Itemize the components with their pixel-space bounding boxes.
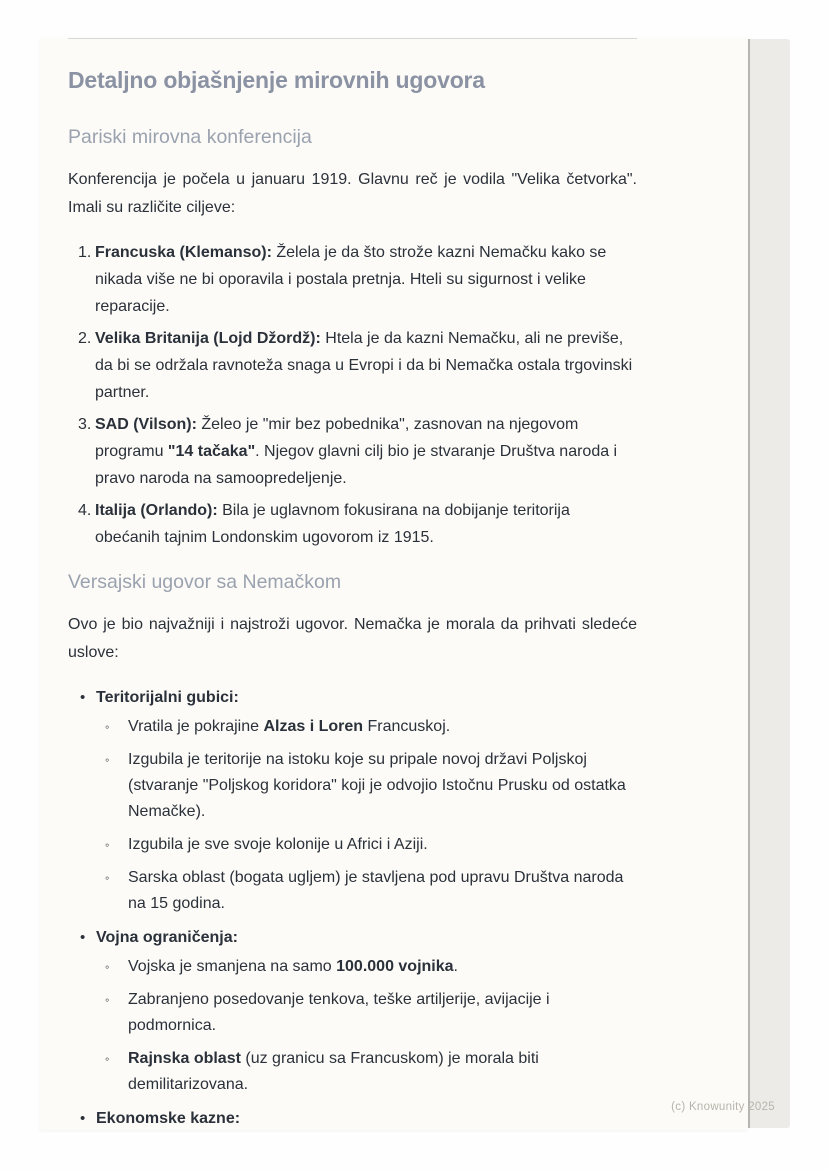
- circle-bullet-icon: ◦: [105, 1052, 110, 1066]
- list-number: 3.: [78, 416, 92, 433]
- bold-text: Italija (Orlando):: [95, 502, 218, 519]
- page-title: Detaljno objašnjenje mirovnih ugovora: [68, 67, 485, 93]
- list-item-text: [128, 832, 637, 858]
- circle-bullet-icon: ◦: [105, 753, 110, 767]
- list-item: [68, 924, 637, 951]
- list-group: [68, 684, 637, 917]
- list-item: [68, 1105, 637, 1130]
- list-item: [68, 239, 637, 320]
- bold-text: Teritorijalni gubici:: [96, 689, 239, 706]
- list-number: 1.: [78, 244, 92, 261]
- text-run: Vratila je pokrajine: [128, 718, 264, 735]
- text-run: Vojska je smanjena na samo: [128, 958, 337, 975]
- ordered-list: [68, 239, 637, 551]
- section: [68, 95, 637, 551]
- circle-bullet-icon: ◦: [105, 871, 110, 885]
- list-item-text: [95, 411, 637, 492]
- list-item-text: [128, 747, 637, 825]
- text-run: Htela je da kazni Nemačku, ali ne previše, da bi se održala ravnoteža snaga u Evropi i da bi Nemačka ostala trgovinski partner.: [95, 330, 633, 401]
- list-item-text: [95, 325, 637, 406]
- text-run: (uz granicu sa Francuskom) je morala biti demilitarizovana.: [128, 1050, 539, 1093]
- sub-list-item: [68, 865, 637, 917]
- list-item-text: [128, 865, 637, 917]
- list-item-text: [128, 987, 637, 1039]
- list-item: [68, 411, 637, 492]
- text-run: Želela je da što strože kazni Nemačku kako se nikada više ne bi oporavila i postala pretnja. Hteli su sigurnost i velike reparacije.: [95, 244, 607, 315]
- bold-text: Francuska (Klemanso):: [95, 244, 272, 261]
- circle-bullet-icon: ◦: [105, 838, 110, 852]
- document-page: [40, 38, 748, 1130]
- sub-list-item: [68, 954, 637, 980]
- text-run: Zabranjeno posedovanje tenkova, teške artiljerije, avijacije i podmornica.: [128, 991, 550, 1034]
- page-edge-strip: [748, 39, 790, 1128]
- text-run: Izgubila je sve svoje kolonije u Africi i Aziji.: [128, 836, 428, 853]
- disc-bullet-icon: •: [80, 929, 86, 946]
- list-item-text: [96, 924, 637, 951]
- circle-bullet-icon: ◦: [105, 960, 110, 974]
- text-run: . Njegov glavni cilj bio je stvaranje Društva naroda i pravo naroda na samoopredeljenje.: [95, 443, 618, 487]
- document-content: [68, 38, 637, 1130]
- section-heading: Versajski ugovor sa Nemačkom: [68, 571, 342, 593]
- list-item: [68, 325, 637, 406]
- list-number: 2.: [78, 330, 92, 347]
- list-item-text: [96, 684, 637, 711]
- watermark: (c) Knowunity 2025: [671, 1101, 775, 1113]
- text-run: Izgubila je teritorije na istoku koje su pripale novoj državi Poljskoj (stvaranje "Poljskog koridora" koji je odvojio Istočnu Prusku od ostatka Nemačke).: [128, 751, 626, 820]
- text-run: Sarska oblast (bogata ugljem) je stavljena pod upravu Društva naroda na 15 godina.: [128, 869, 624, 912]
- section-heading: Pariski mirovna konferencija: [68, 126, 312, 148]
- bold-text: "14 tačaka": [167, 443, 256, 460]
- bold-text: Alzas i Loren: [263, 718, 364, 735]
- list-item: [68, 684, 637, 711]
- list-item-text: [95, 239, 637, 320]
- disc-bullet-icon: •: [80, 1110, 86, 1127]
- bold-text: Vojna ograničenja:: [96, 929, 238, 946]
- list-item-text: [128, 714, 637, 740]
- circle-bullet-icon: ◦: [105, 993, 110, 1007]
- bold-text: Velika Britanija (Lojd Džordž):: [95, 330, 321, 347]
- list-item-text: [96, 1105, 637, 1130]
- text-run: Bila je uglavnom fokusirana na dobijanje teritorija obećanih tajnim Londonskim ugovorom iz 1915.: [95, 502, 570, 546]
- text-run: Francuskoj.: [363, 718, 451, 735]
- section: [68, 556, 637, 1130]
- bulleted-list: [68, 684, 637, 1130]
- paragraph: Konferencija je počela u januaru 1919. Glavnu reč je vodila "Velika četvorka". Imali su različite ciljeve:: [68, 171, 637, 216]
- list-item-text: [95, 497, 637, 551]
- list-item-text: [128, 954, 637, 980]
- list-group: [68, 1105, 637, 1130]
- sub-list-item: [68, 987, 637, 1039]
- list-number: 4.: [78, 502, 92, 519]
- sub-list-item: [68, 747, 637, 825]
- disc-bullet-icon: •: [80, 689, 86, 706]
- bold-text: 100.000 vojnika: [336, 958, 454, 975]
- paragraph: Ovo je bio najvažniji i najstroži ugovor. Nemačka je morala da prihvati sledeće uslove:: [68, 616, 637, 661]
- list-item: [68, 497, 637, 551]
- list-group: [68, 924, 637, 1098]
- sub-list-item: [68, 832, 637, 858]
- sub-list-item: [68, 714, 637, 740]
- circle-bullet-icon: ◦: [105, 720, 110, 734]
- bold-text: SAD (Vilson):: [95, 416, 197, 433]
- text-run: .: [453, 958, 458, 975]
- text-run: Želeo je "mir bez pobednika", zasnovan na njegovom programu: [95, 416, 579, 460]
- bold-text: Rajnska oblast: [128, 1050, 241, 1067]
- bold-text: Ekonomske kazne:: [96, 1110, 241, 1127]
- list-item-text: [128, 1046, 637, 1098]
- sub-list-item: [68, 1046, 637, 1098]
- document-sections: [68, 95, 637, 1130]
